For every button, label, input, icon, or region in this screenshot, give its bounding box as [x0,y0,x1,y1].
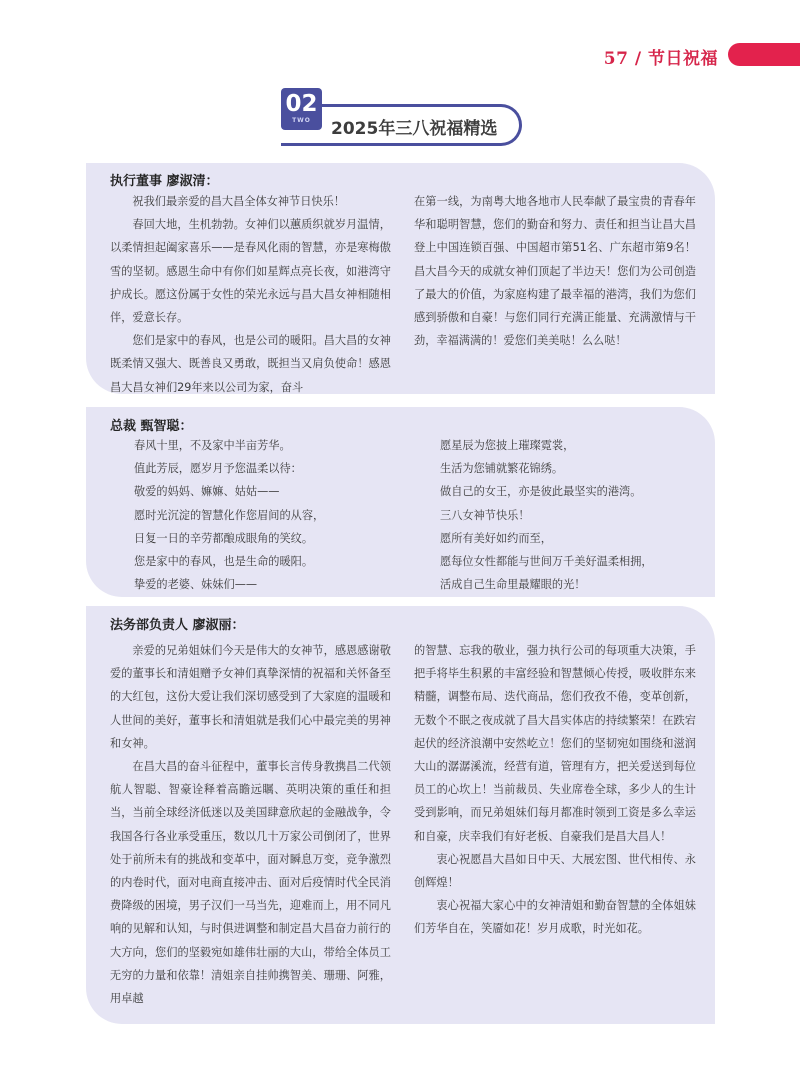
section-number: 02 [285,91,318,117]
poem-line: 生活为您铺就繁花锦绣。 [440,462,564,476]
paragraph: 在昌大昌的奋斗征程中，董事长言传身教携昌二代领航人智聪、智豪诠释着高瞻远瞩、英明决策的重任和担当，当前全球经济低迷以及美国肆意欣起的金融战争，令我国各行各业承受重压，数以几十万家公司倒闭了，世界处于前所未有的挑战和变革中，面对瞬息万变，竞争激烈的内卷时代，面对电商直接冲击、面对后疫情时代全民消费降级的困境，男子汉们一马当先，迎难而上，用不同凡响的见解和认知，与时俱进调整和制定昌大昌奋力前行的大方向，您们的坚毅宛如雄伟壮丽的大山，带给全体员工无穷的力量和依靠！清姐亲自挂帅携智美、珊珊、阿雅，用卓越 [110,760,391,1006]
panel-2-left-poem [134,434,324,596]
paragraph: 的智慧、忘我的敬业，强力执行公司的每项重大决策，手把手将毕生积累的丰富经验和智慧倾心传授，吸收胖东来精髓，调整布局、迭代商品，您们孜孜不倦，变革创新，无数个不眠之夜成就了昌大昌实体店的持续繁荣！在跌宕起伏的经济浪潮中安然屹立！您们的坚韧宛如围绕和滋润大山的潺潺溪流，经营有道，管理有方，把关爱送到每位员工的心坎上！当前裁员、失业席卷全球，多少人的生计受到影响，而兄弟姐妹们每月都准时领到工资是多么幸运和自豪，庆幸我们有好老板、自豪我们是昌大昌人！ [414,644,696,843]
page-header-label: 57 / 节日祝福 [603,49,718,69]
poem-line: 愿所有美好如约而至， [440,531,552,545]
panel-1-author: 执行董事 廖淑清： [110,174,219,189]
paragraph: 春回大地，生机勃勃。女神们以蕙质织就岁月温情，以柔情担起阖家喜乐——是春风化雨的智慧，亦是寒梅傲雪的坚韧。感恩生命中有你们如星辉点亮长夜，如港湾守护成长。愿这份属于女性的荣光永远与昌大昌女神相随相伴，爱意长存。 [110,218,391,325]
poem-line: 值此芳辰，愿岁月予您温柔以待： [134,462,302,476]
paragraph: 您们是家中的春风，也是公司的暖阳。昌大昌的女神既柔情又强大、既善良又勇敢，既担当又肩负使命！感恩昌大昌女神们29年来以公司为家，奋斗 [110,334,391,394]
poem-line: 您是家中的春风，也是生命的暖阳。 [134,555,314,569]
panel-3-left-column [110,639,391,1010]
section-number-sub: TWO [292,117,311,124]
poem-line: 愿每位女性都能与世间万千美好温柔相拥， [440,555,653,569]
panel-3-right-column [414,639,696,941]
panel-1-right-column [414,190,696,352]
poem-line: 活成自己生命里最耀眼的光！ [440,578,586,592]
paragraph: 亲爱的兄弟姐妹们今天是伟大的女神节，感恩感谢敬爱的董事长和清姐赠予女神们真挚深情的祝福和关怀备至的大红包，这份大爱让我们深切感受到了大家庭的温暖和人世间的美好，董事长和清姐就是我们心中最完美的男神和女神。 [110,644,391,750]
poem-line: 春风十里，不及家中半亩芳华。 [134,439,291,452]
panel-2-author: 总裁 甄智聪： [110,419,193,434]
header-accent-bar [728,43,800,66]
panel-2-right-poem [440,434,653,596]
panel-3-author: 法务部负责人 廖淑丽： [110,618,245,633]
section-title: 2025年三八祝福精选 [331,119,498,139]
paragraph: 衷心祝福大家心中的女神清姐和勤奋智慧的全体姐妹们芳华自在，笑靥如花！岁月成歌，时光如花。 [414,899,696,936]
poem-line: 愿星辰为您披上璀璨霓裳， [440,439,575,452]
paragraph: 祝我们最亲爱的昌大昌全体女神节日快乐！ [132,195,345,208]
paragraph: 衷心祝愿昌大昌如日中天、大展宏图、世代相传、永创辉煌！ [414,852,696,890]
section-number-badge [281,88,322,130]
poem-line: 日复一日的辛劳都酿成眼角的笑纹。 [134,531,314,545]
poem-line: 敬爱的妈妈、嫲嫲、姑姑—— [134,485,280,499]
poem-line: 三八女神节快乐！ [440,508,530,522]
poem-line: 做自己的女王，亦是彼此最坚实的港湾。 [440,485,642,499]
paragraph: 在第一线，为南粤大地各地市人民奉献了最宝贵的青春年华和聪明智慧，您们的勤奋和努力、责任和担当让昌大昌登上中国连锁百强、中国超市第51名、广东超市第9名！昌大昌今天的成就女神们顶起了半边天！您们为公司创造了最大的价值，为家庭构建了最幸福的港湾，我们为您们感到骄傲和自豪！与您们同行充满正能量、充满激情与干劲，幸福满满的！爱您们美美哒！么么哒！ [414,195,696,348]
poem-line: 愿时光沉淀的智慧化作您眉间的从容， [134,508,325,522]
panel-1-left-column [110,190,391,399]
poem-line: 挚爱的老婆、妹妹们—— [134,578,258,592]
